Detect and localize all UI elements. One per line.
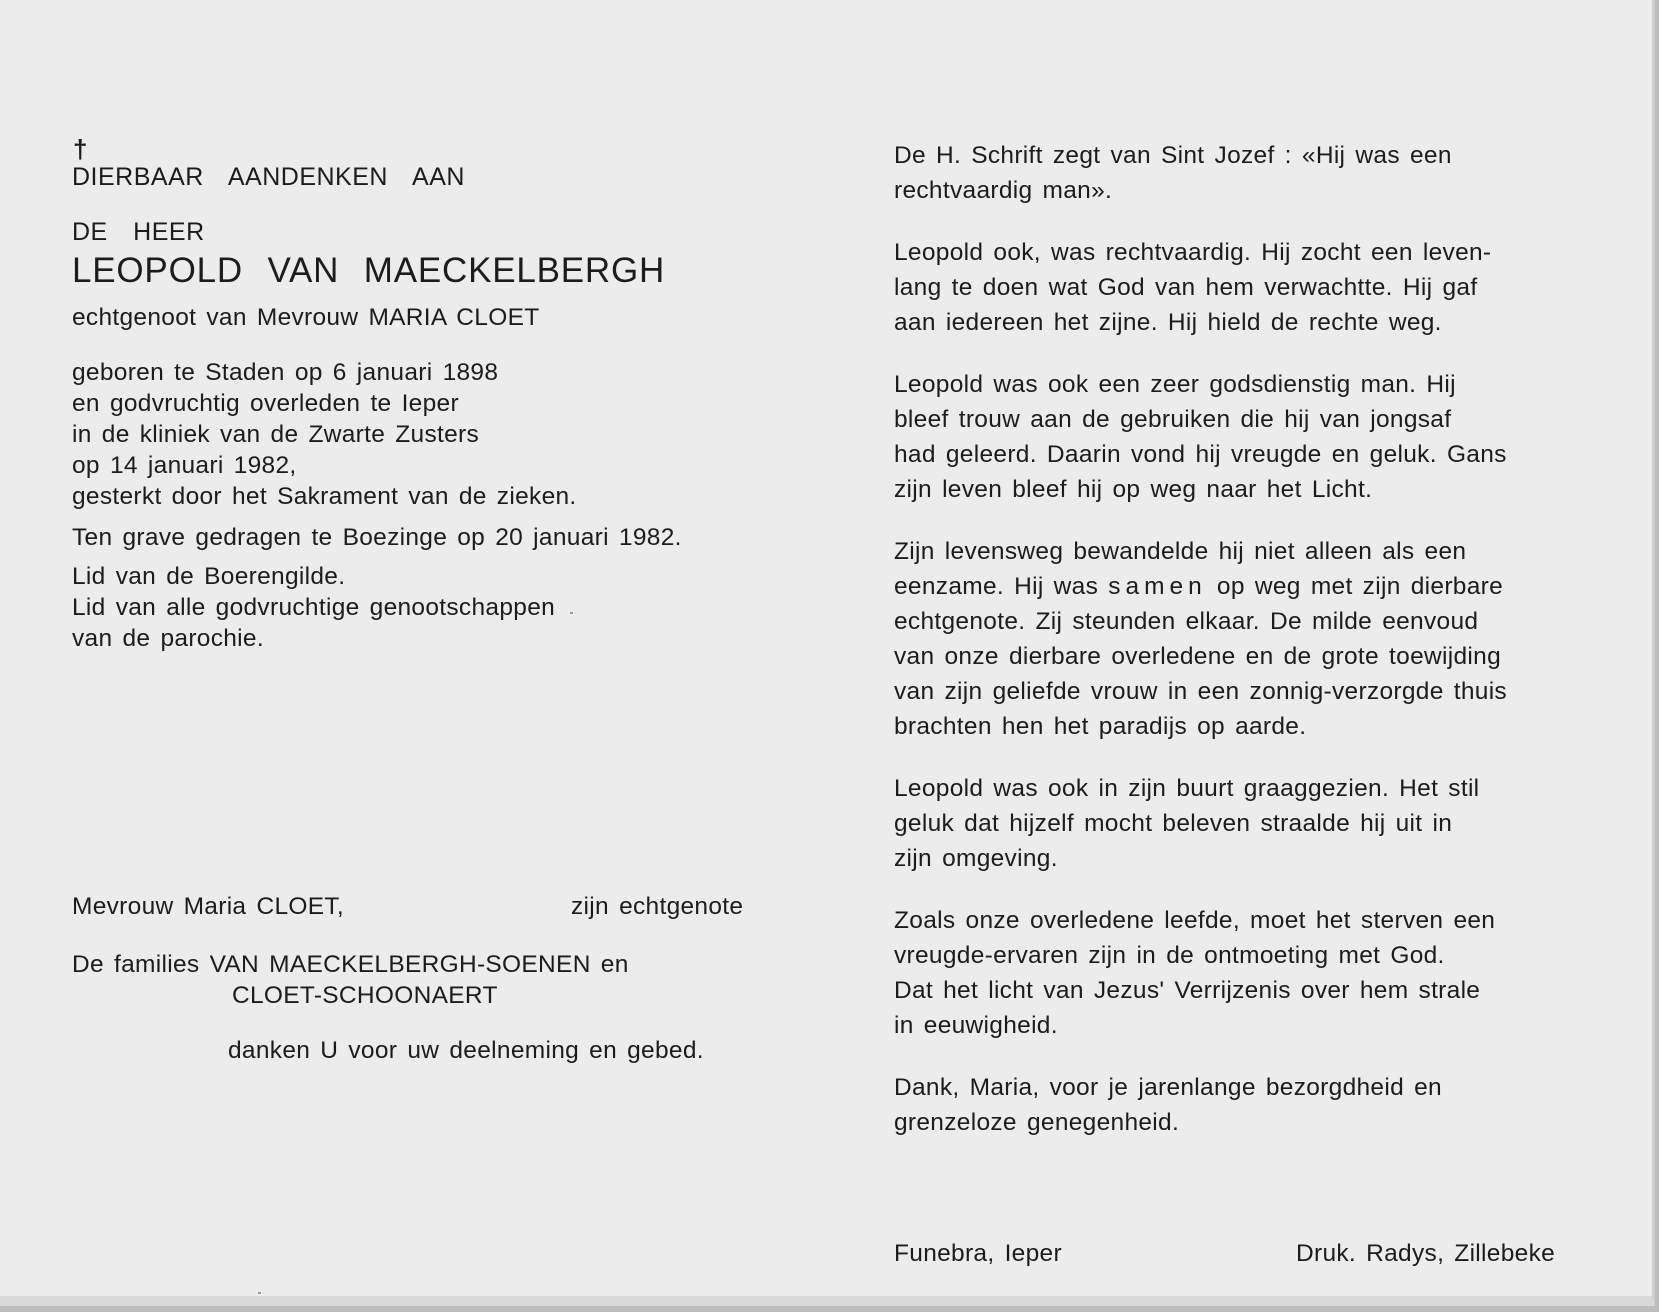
paragraph-religious xyxy=(894,367,1594,507)
spouse-line: echtgenoot van Mevrouw MARIA CLOET xyxy=(72,304,540,331)
text-line: had geleerd. Daarin vond hij vreugde en geluk. Gans xyxy=(894,441,1507,468)
families-line: CLOET-SCHOONAERT xyxy=(232,982,498,1009)
text-line: vreugde-ervaren zijn in de ontmoeting met God. xyxy=(894,942,1445,969)
widow-name: Mevrouw Maria CLOET, xyxy=(72,893,345,920)
text-line: echtgenote. Zij steunden elkaar. De milde eenvoud xyxy=(894,608,1479,635)
bio-line: gesterkt door het Sakrament van de zieken. xyxy=(72,483,577,510)
text-line: grenzeloze genegenheid. xyxy=(894,1109,1180,1136)
thanks-line: danken U voor uw deelneming en gebed. xyxy=(228,1037,704,1064)
text-line xyxy=(894,569,1594,604)
text-fragment: eenzame. Hij was xyxy=(894,573,1099,600)
text-line: lang te doen wat God van hem verwachtte. Hij gaf xyxy=(894,274,1478,301)
membership-line: van de parochie. xyxy=(72,625,264,652)
paragraph-death xyxy=(894,903,1594,1043)
bio-block xyxy=(72,357,792,512)
text-line: in eeuwigheid. xyxy=(894,1012,1058,1039)
membership-line: Lid van alle godvruchtige genootschappen xyxy=(72,594,556,621)
bio-line: geboren te Staden op 6 januari 1898 xyxy=(72,359,499,386)
heading: DIERBAAR AANDENKEN AAN xyxy=(72,163,465,191)
cross-icon: † xyxy=(73,134,88,164)
bio-line: in de kliniek van de Zwarte Zusters xyxy=(72,421,480,448)
text-line: De H. Schrift zegt van Sint Jozef : «Hij was een xyxy=(894,142,1452,169)
membership-block xyxy=(72,561,792,654)
text-line: Leopold ook, was rechtvaardig. Hij zocht een leven- xyxy=(894,239,1492,266)
text-line: aan iedereen het zijne. Hij hield de rechte weg. xyxy=(894,309,1442,336)
text-fragment: op weg met zijn dierbare xyxy=(1216,573,1504,600)
text-line: Zijn levensweg bewandelde hij niet alleen als een xyxy=(894,538,1467,565)
paragraph-neighbourhood xyxy=(894,771,1594,876)
printer-credit: Druk. Radys, Zillebeke xyxy=(1296,1240,1556,1267)
funeral-home: Funebra, Ieper xyxy=(894,1240,1062,1267)
text-line: Dank, Maria, voor je jarenlange bezorgdheid en xyxy=(894,1074,1442,1101)
paper-speck xyxy=(258,1292,261,1294)
text-line: rechtvaardig man». xyxy=(894,177,1113,204)
text-line: brachten hen het paradijs op aarde. xyxy=(894,713,1307,740)
spaced-word: samen xyxy=(1108,573,1207,600)
text-line: bleef trouw aan de gebruiken die hij van jongsaf xyxy=(894,406,1452,433)
text-line: van onze dierbare overledene en de grote toewijding xyxy=(894,643,1502,670)
families-line: De families VAN MAECKELBERGH-SOENEN en xyxy=(72,951,629,978)
bio-line: en godvruchtig overleden te Ieper xyxy=(72,390,459,417)
paragraph-life-path xyxy=(894,534,1594,744)
burial-line: Ten grave gedragen te Boezinge op 20 januari 1982. xyxy=(72,524,682,551)
text-line: Leopold was ook een zeer godsdienstig man. Hij xyxy=(894,371,1456,398)
text-line: Zoals onze overledene leefde, moet het sterven een xyxy=(894,907,1496,934)
title-line: DE HEER xyxy=(72,218,205,246)
text-line: zijn leven bleef hij op weg naar het Licht. xyxy=(894,476,1373,503)
text-line: Leopold was ook in zijn buurt graaggezien. Het stil xyxy=(894,775,1480,802)
widow-role: zijn echtgenote xyxy=(571,893,744,920)
bio-line: op 14 januari 1982, xyxy=(72,452,297,479)
paragraph-scripture xyxy=(894,138,1594,208)
membership-line: Lid van de Boerengilde. xyxy=(72,563,346,590)
widow-row xyxy=(72,891,792,922)
text-line: Dat het licht van Jezus' Verrijzenis over hem strale xyxy=(894,977,1481,1004)
paper-speck xyxy=(570,612,573,614)
paragraph-righteous xyxy=(894,235,1594,340)
deceased-name: LEOPOLD VAN MAECKELBERGH xyxy=(72,251,666,290)
paragraph-thanks xyxy=(894,1070,1594,1140)
right-column xyxy=(894,138,1594,1167)
text-line: van zijn geliefde vrouw in een zonnig-verzorgde thuis xyxy=(894,678,1507,705)
text-line: zijn omgeving. xyxy=(894,845,1058,872)
text-line: geluk dat hijzelf mocht beleven straalde hij uit in xyxy=(894,810,1453,837)
left-column xyxy=(72,134,792,1066)
